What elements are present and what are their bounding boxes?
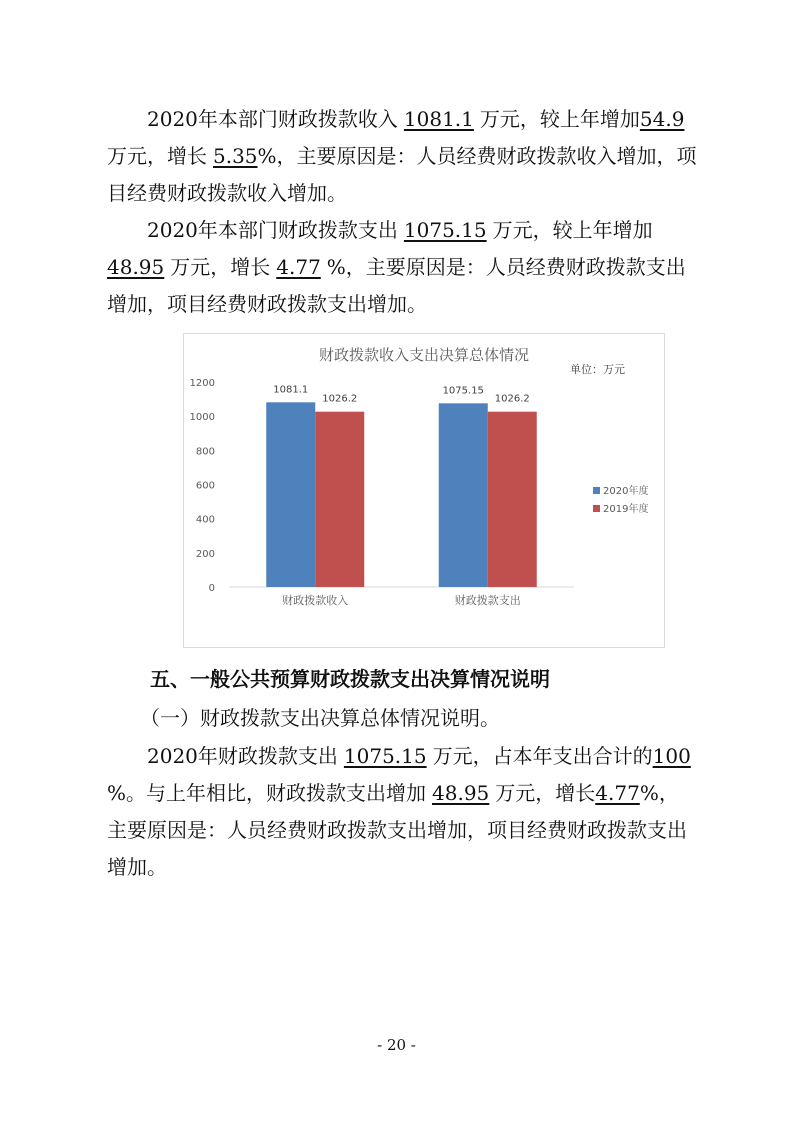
legend-swatch xyxy=(593,505,600,512)
text-segment: 万元，较上年增加 xyxy=(492,218,653,242)
expenditure-growth-value: 4.77 xyxy=(276,255,321,279)
bar xyxy=(439,403,488,587)
page-number: - 20 - xyxy=(377,1036,416,1054)
expenditure-value: 1075.15 xyxy=(403,218,487,242)
income-increase-value: 54.9 xyxy=(639,107,685,131)
y-tick-label: 200 xyxy=(195,548,215,560)
y-tick-label: 1000 xyxy=(189,412,215,424)
text-segment: 万元，占本年支出合计的 xyxy=(432,744,653,768)
text-segment: 万元，增长 xyxy=(495,781,596,805)
y-tick-label: 1200 xyxy=(189,378,215,389)
section-subheading: （一）财政拨款支出决算总体情况说明。 xyxy=(140,706,500,730)
text-segment: %，主要原因是：人员经费财政拨款支出增加，项目经费财政拨款支出增加。 xyxy=(107,255,686,316)
bar-value-label: 1026.2 xyxy=(322,393,358,405)
chart-title: 财政拨款收入支出决算总体情况 xyxy=(318,346,530,364)
income-value: 1081.1 xyxy=(403,107,474,131)
text-segment: %。与上年相比，财政拨款支出增加 xyxy=(107,781,427,805)
section-heading: 五、一般公共预算财政拨款支出决算情况说明 xyxy=(150,667,550,691)
text-segment: 万元，增长 xyxy=(170,255,271,279)
section5-expenditure-value: 1075.15 xyxy=(343,744,427,768)
text-segment: 2020年本部门财政拨款收入 xyxy=(147,107,398,131)
y-tick-label: 600 xyxy=(195,480,215,492)
section5-increase-value: 48.95 xyxy=(432,781,490,805)
paragraph-income xyxy=(107,101,697,212)
chart-svg xyxy=(184,334,664,647)
section5-growth-value: 4.77 xyxy=(595,781,640,805)
text-segment: %，主要原因是：人员经费财政拨款支出增加，项目经费财政拨款支出增加。 xyxy=(107,781,687,879)
y-tick-label: 0 xyxy=(208,583,215,594)
bar xyxy=(315,412,364,587)
paragraph-section5 xyxy=(107,738,697,886)
bar xyxy=(266,402,315,587)
y-tick-label: 400 xyxy=(195,514,215,526)
paragraph-expenditure xyxy=(107,212,697,323)
text-segment: 2020年本部门财政拨款支出 xyxy=(147,218,398,242)
text-segment: 万元，较上年增加 xyxy=(479,107,640,131)
x-tick-label: 财政拨款收入 xyxy=(282,594,349,607)
chart-unit-label: 单位：万元 xyxy=(570,363,625,376)
bar-value-label: 1081.1 xyxy=(273,384,309,396)
legend-entry: 2020年度 xyxy=(603,486,649,497)
legend-swatch xyxy=(593,487,600,494)
text-segment: 万元，增长 xyxy=(107,144,207,168)
bar-value-label: 1026.2 xyxy=(494,393,530,405)
y-tick-label: 800 xyxy=(195,446,215,458)
text-segment: %，主要原因是：人员经费财政拨款收入增加，项目经费财政拨款收入增加。 xyxy=(107,144,697,205)
x-tick-label: 财政拨款支出 xyxy=(454,594,521,607)
budget-chart xyxy=(183,333,665,648)
expenditure-increase-value: 48.95 xyxy=(107,255,165,279)
legend-entry: 2019年度 xyxy=(603,504,649,515)
section5-share-value: 100 xyxy=(652,744,691,768)
income-growth-value: 5.35 xyxy=(213,144,258,168)
bar-value-label: 1075.15 xyxy=(442,385,484,397)
bar xyxy=(488,412,537,587)
text-segment: 2020年财政拨款支出 xyxy=(147,744,338,768)
